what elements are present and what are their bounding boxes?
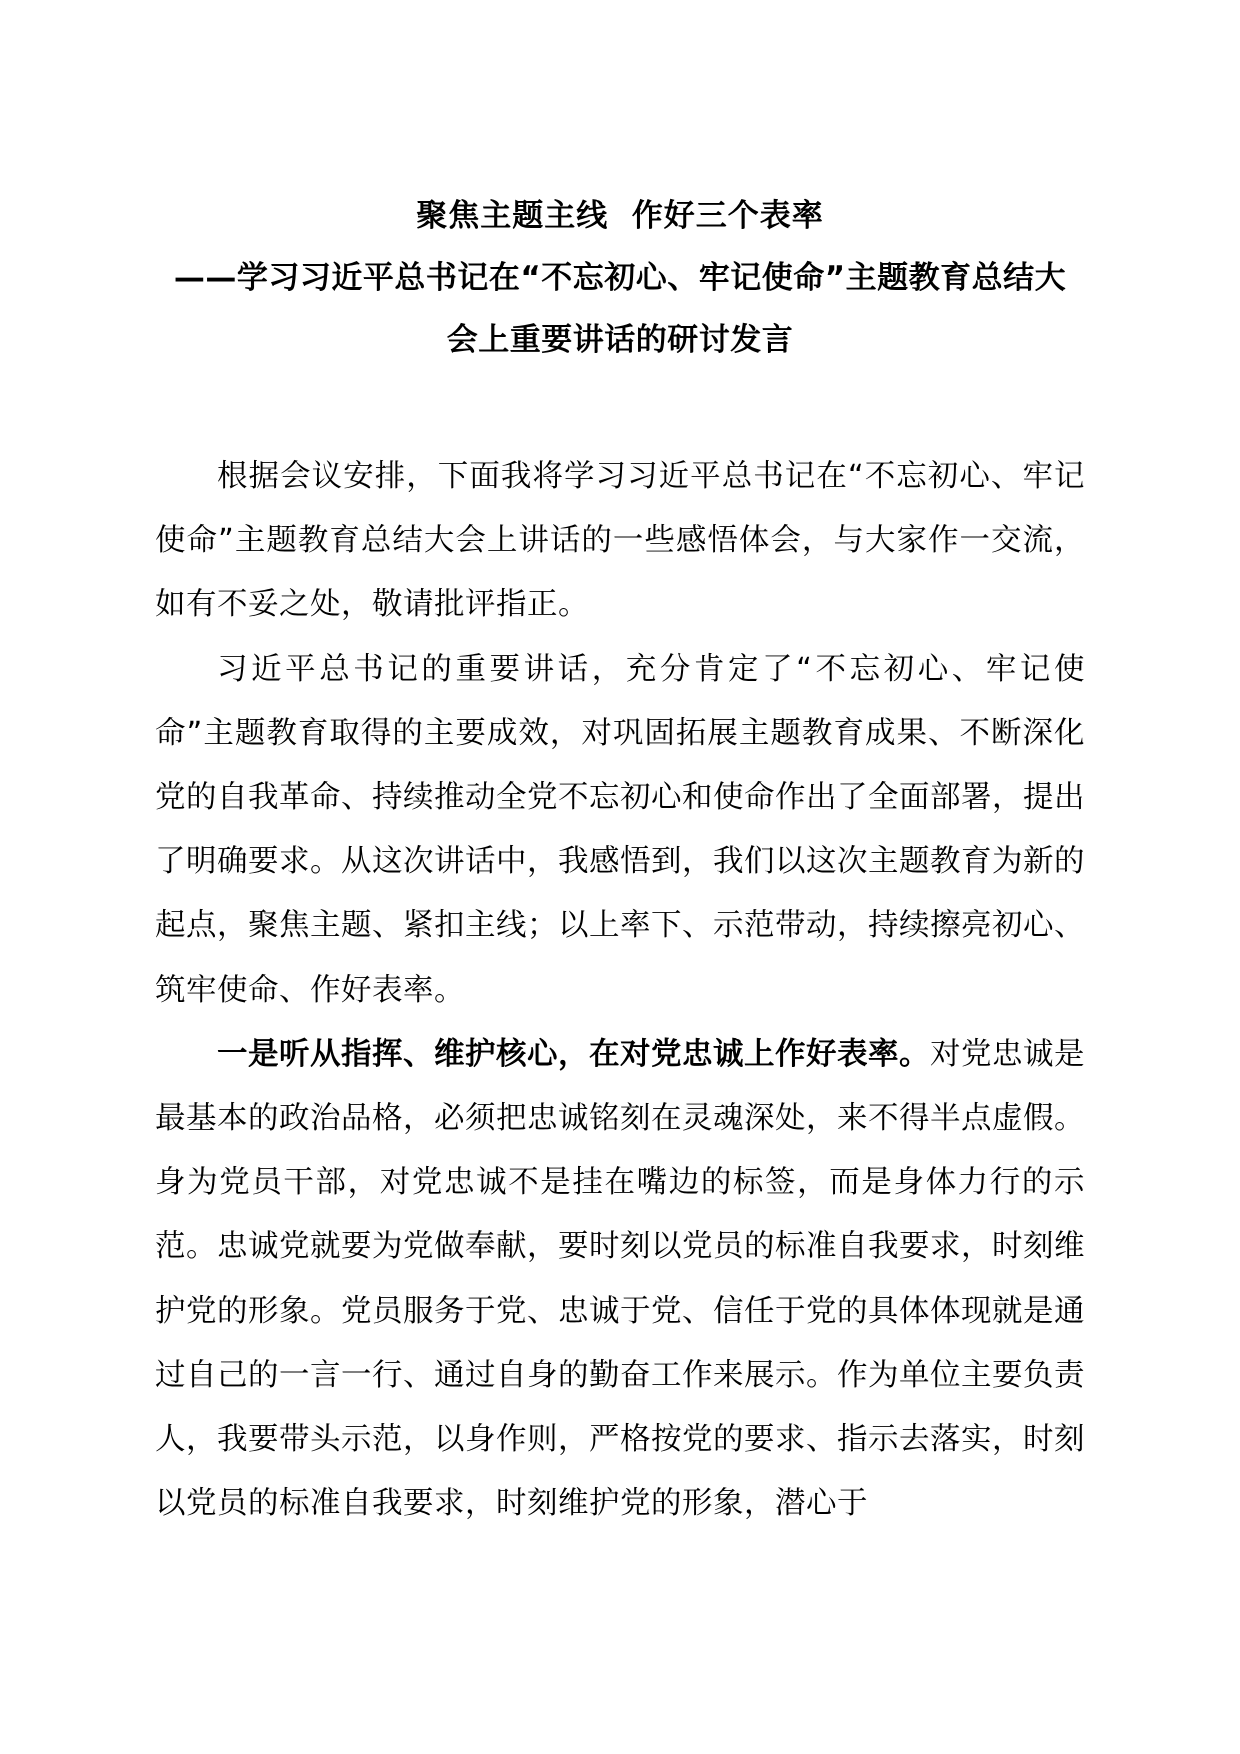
document-body (155, 445, 1085, 1536)
paragraph-2 (155, 638, 1085, 1023)
paragraph-3 (155, 1023, 1085, 1537)
document-subtitle-line-1: ——学习习近平总书记在“不忘初心、牢记使命”主题教育总结大 (173, 260, 1067, 296)
paragraph-lead: 一是听从指挥、维护核心，在对党忠诚上作好表率。 (217, 1036, 930, 1072)
paragraph-text: 习近平总书记的重要讲话，充分肯定了“不忘初心、牢记使命”主题教育取得的主要成效，对巩固拓展主题教育成果、不断深化党的自我革命、持续推动全党不忘初心和使命作出了全面部署，提出了明确要求。从这次讲话中，我感悟到，我们以这次主题教育为新的起点，聚焦主题、紧扣主线；以上率下、示范带动，持续擦亮初心、筑牢使命、作好表率。 (155, 651, 1085, 1008)
paragraph-text: 根据会议安排，下面我将学习习近平总书记在“不忘初心、牢记使命”主题教育总结大会上讲话的一些感悟体会，与大家作一交流，如有不妥之处，敬请批评指正。 (155, 459, 1085, 623)
paragraph-text: 对党忠诚是最基本的政治品格，必须把忠诚铭刻在灵魂深处，来不得半点虚假。身为党员干部，对党忠诚不是挂在嘴边的标签，而是身体力行的示范。忠诚党就要为党做奉献，要时刻以党员的标准自我要求，时刻维护党的形象。党员服务于党、忠诚于党、信任于党的具体体现就是通过自己的一言一行、通过自身的勤奋工作来展示。作为单位主要负责人，我要带头示范，以身作则，严格按党的要求、指示去落实，时刻以党员的标准自我要求，时刻维护党的形象，潜心于 (155, 1036, 1085, 1522)
paragraph-1 (155, 445, 1085, 638)
document-title: 聚焦主题主线 作好三个表率 (416, 198, 824, 234)
title-block (150, 185, 1090, 371)
document-subtitle-line-2: 会上重要讲话的研讨发言 (446, 322, 794, 358)
